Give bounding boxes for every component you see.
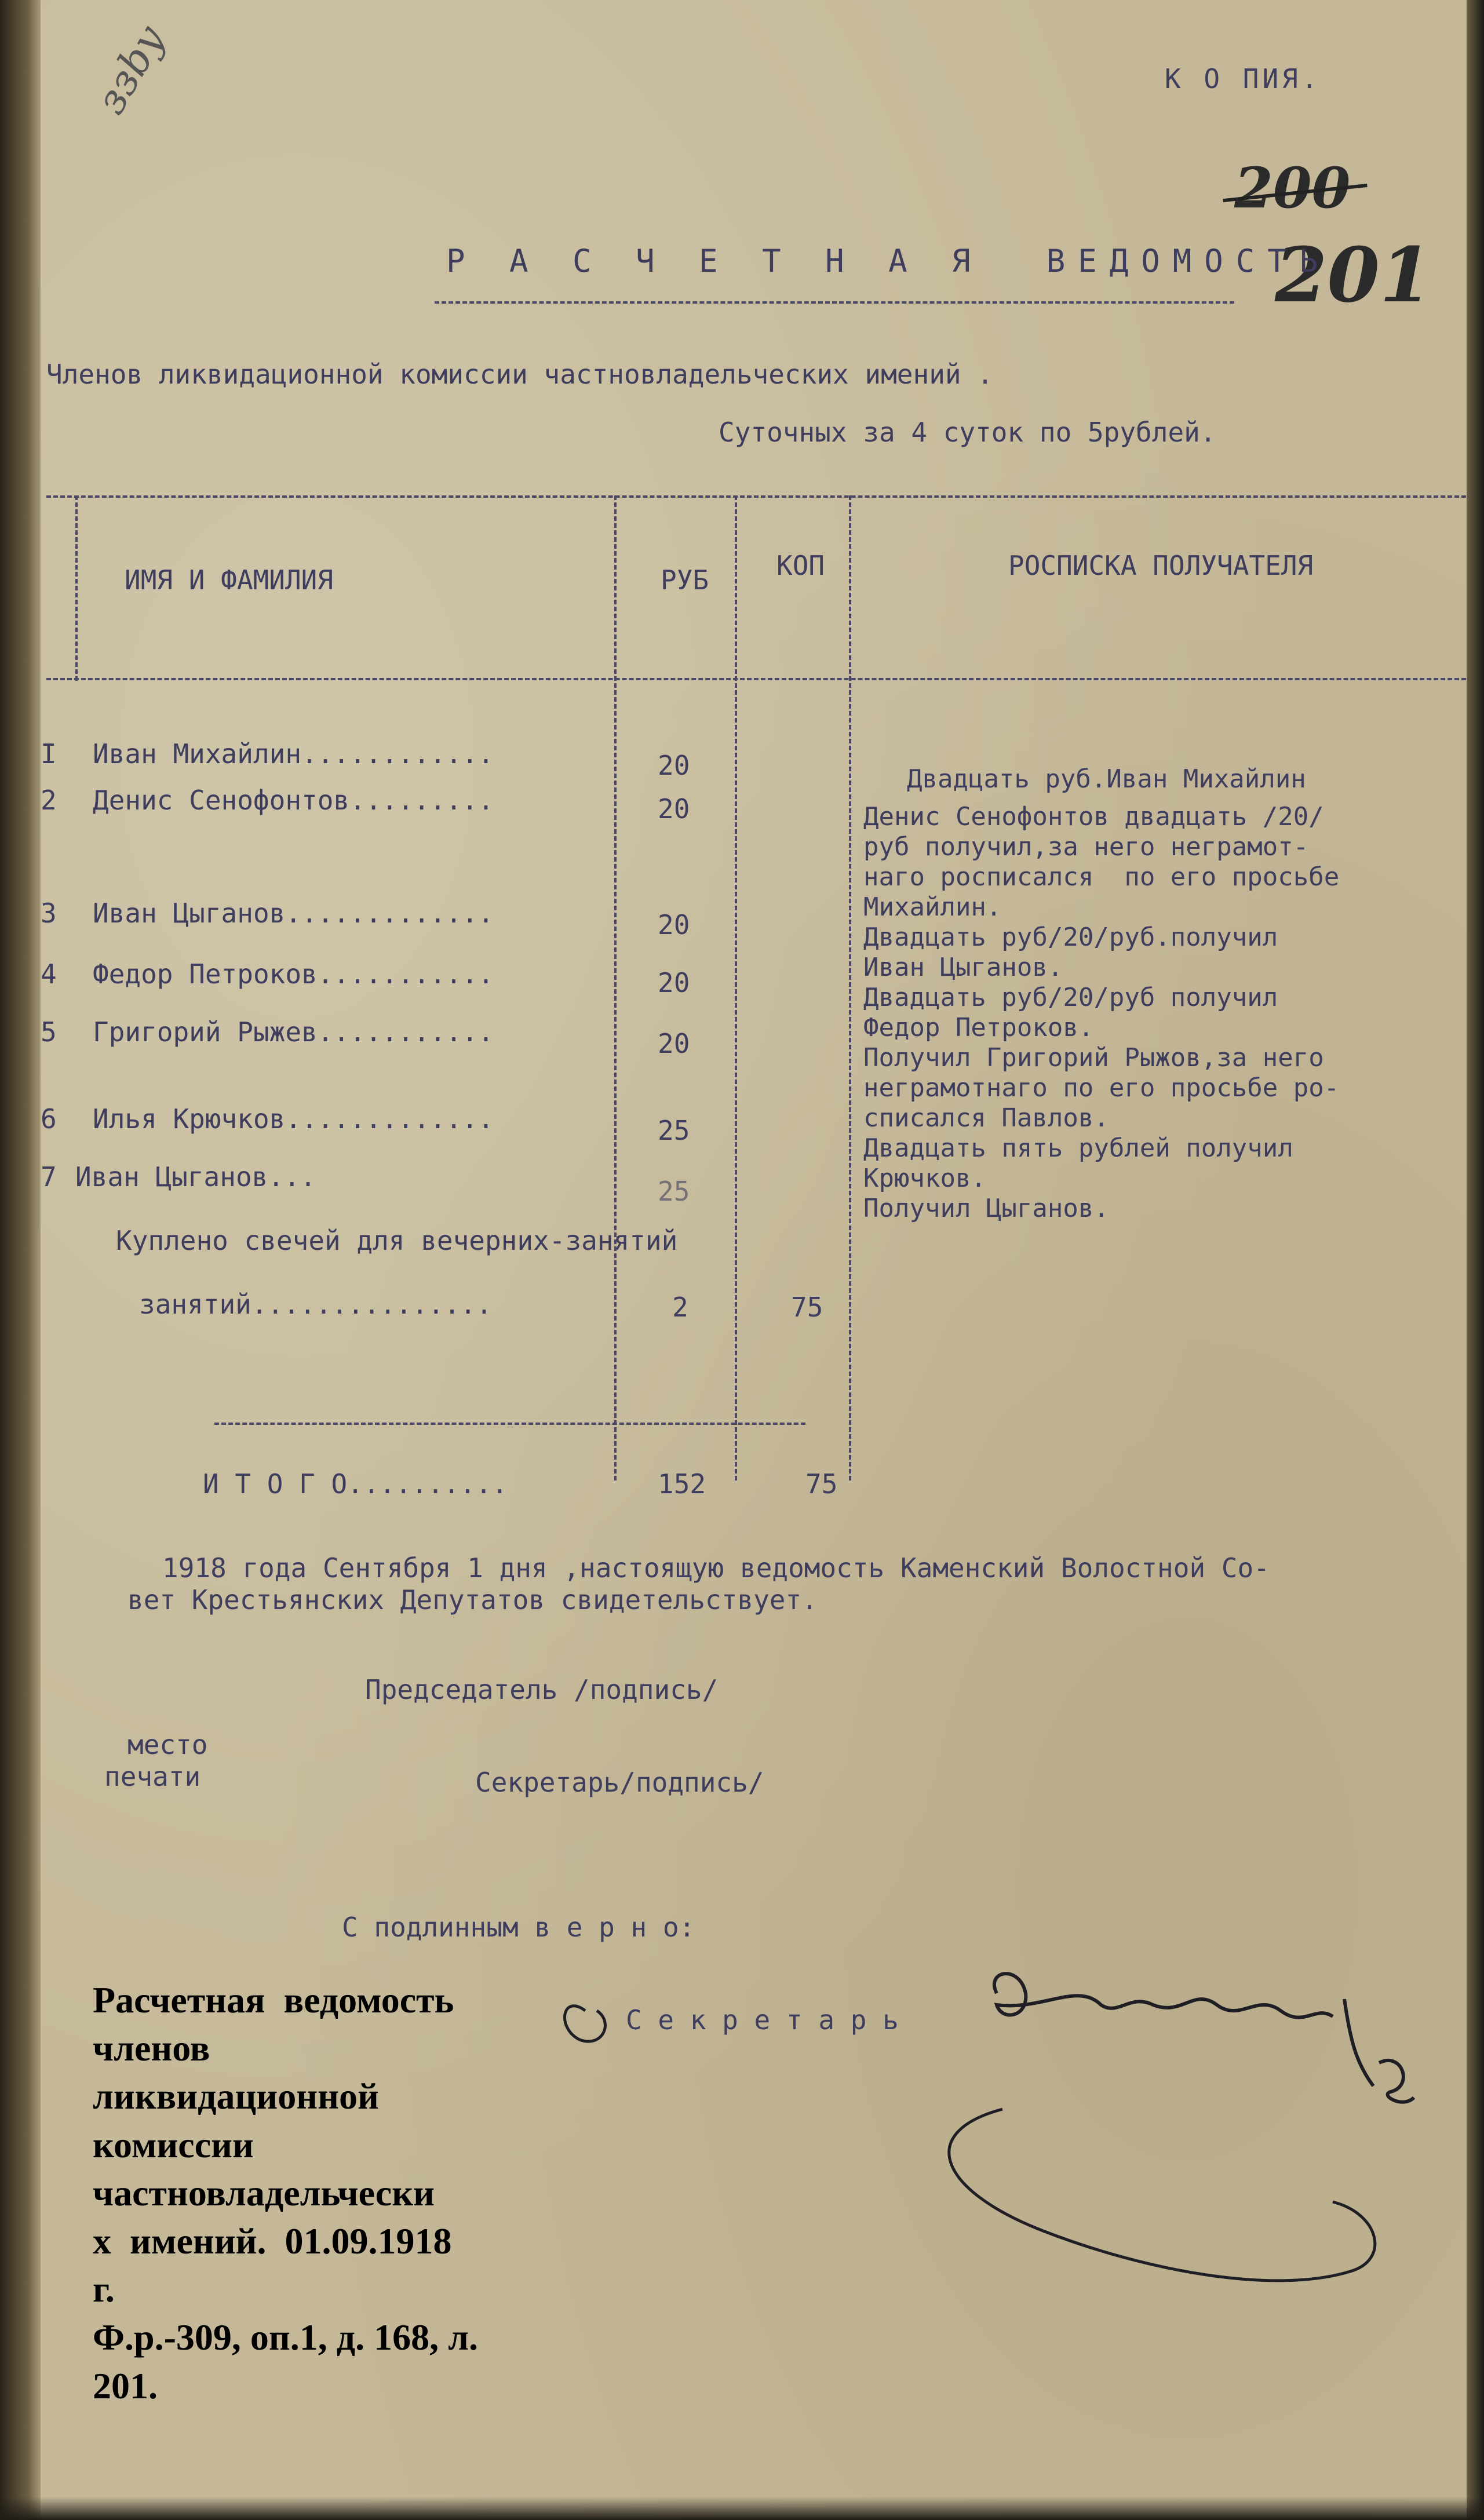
subtitle: Членов ликвидационной комиссии частновладельческих имений . [46,359,993,390]
receipt-line: Двадцать руб.Иван Михайлин [907,764,1306,794]
seal-place-line-2: печати [104,1761,201,1792]
archive-caption [93,1976,585,2410]
caption-line: ликвидационной [93,2076,379,2117]
receipt-line: Двадцать руб/20/руб.получил [863,922,1278,952]
row-name: Григорий Рыжев........... [93,1016,494,1048]
total-kop: 75 [805,1468,838,1500]
caption-line: х имений. 01.09.1918 [93,2220,452,2262]
row-rub: 20 [658,793,690,825]
header-receipt: РОСПИСКА ПОЛУЧАТЕЛЯ [1008,550,1314,581]
row-number: 3 [41,898,57,929]
row-rub: 25 [658,1176,690,1207]
secretary-line: Секретарь/подпись/ [475,1767,764,1798]
receipt-line: наго росписался по его просьбе [863,862,1340,892]
row-name: Иван Михайлин............ [93,738,494,770]
total-rub: 152 [658,1468,706,1500]
receipt-line: руб получил,за него неграмот- [863,832,1309,862]
caption-line: Расчетная ведомость [93,1979,454,2021]
row-rub: 25 [658,1115,690,1146]
header-kop: КОП [776,550,825,581]
caption-line: членов [93,2027,210,2069]
candles-line-2: занятий............... [139,1289,493,1320]
caption-line: 201. [93,2365,158,2406]
row-name: Федор Петроков........... [93,958,494,990]
caption-line: комиссии [93,2124,254,2165]
true-copy-line: С подлинным в е р н о: [342,1912,695,1943]
row-number: 6 [41,1103,57,1135]
receipt-line: Михайлин. [863,892,1002,922]
receipt-line: списался Павлов. [863,1103,1109,1133]
secretary-signed: С е к р е т а р ь [626,2004,899,2036]
row-name: Илья Крючков............. [93,1103,494,1135]
row-name: Денис Сенофонтов......... [93,785,494,816]
row-number: I [41,738,57,770]
certification-line-2: вет Крестьянских Депутатов свидетельствует. [127,1584,818,1615]
chairman-line: Председатель /подпись/ [365,1674,719,1705]
header-rub: РУБ [661,564,709,596]
receipt-line: Денис Сенофонтов двадцать /20/ [863,802,1324,832]
receipt-line: Иван Цыганов. [863,953,1063,982]
row-name: Иван Цыганов... [75,1161,316,1192]
row-number: 7 [41,1161,57,1192]
caption-line: Ф.р.-309, оп.1, д. 168, л. [93,2317,479,2358]
row-name: Иван Цыганов............. [93,898,494,929]
receipt-line: Крючков. [863,1164,986,1193]
receipt-line: Двадцать руб/20/руб получил [863,983,1278,1012]
candles-kop: 75 [791,1292,823,1323]
seal-place-line-1: место [127,1729,208,1760]
caption-line: частновладельчески [93,2172,435,2213]
row-number: 4 [41,958,57,990]
per-diem-note: Суточных за 4 суток по 5рублей. [719,417,1216,448]
old-sheet-number: 200 [1234,155,1351,221]
margin-note: ззbу [86,17,175,122]
copy-stamp: К О ПИЯ. [1165,63,1321,94]
receipt-line: Получил Цыганов. [863,1194,1109,1223]
new-sheet-number: 201 [1275,231,1432,319]
total-label: И Т О Г О.......... [203,1468,508,1500]
receipt-line: Получил Григорий Рыжов,за него [863,1043,1324,1073]
header-name: ИМЯ И ФАМИЛИЯ [125,564,334,596]
candles-line-1: Куплено свечей для вечерних-занятий [116,1225,678,1256]
row-rub: 20 [658,1028,690,1059]
row-number: 2 [41,785,57,816]
row-rub: 20 [658,967,690,998]
receipt-line: Двадцать пять рублей получил [863,1133,1293,1163]
row-number: 5 [41,1016,57,1048]
receipt-line: Федор Петроков. [863,1013,1094,1042]
caption-line: г. [93,2269,115,2310]
page-title: Р А С Ч Е Т Н А Я ВЕДОМОСТЬ [446,243,1331,279]
row-rub: 20 [658,750,690,781]
row-rub: 20 [658,909,690,940]
certification-line-1: 1918 года Сентября 1 дня ,настоящую ведомость Каменский Волостной Со- [162,1552,1270,1584]
receipt-line: неграмотнаго по его просьбе ро- [863,1073,1340,1103]
candles-rub: 2 [672,1292,688,1323]
